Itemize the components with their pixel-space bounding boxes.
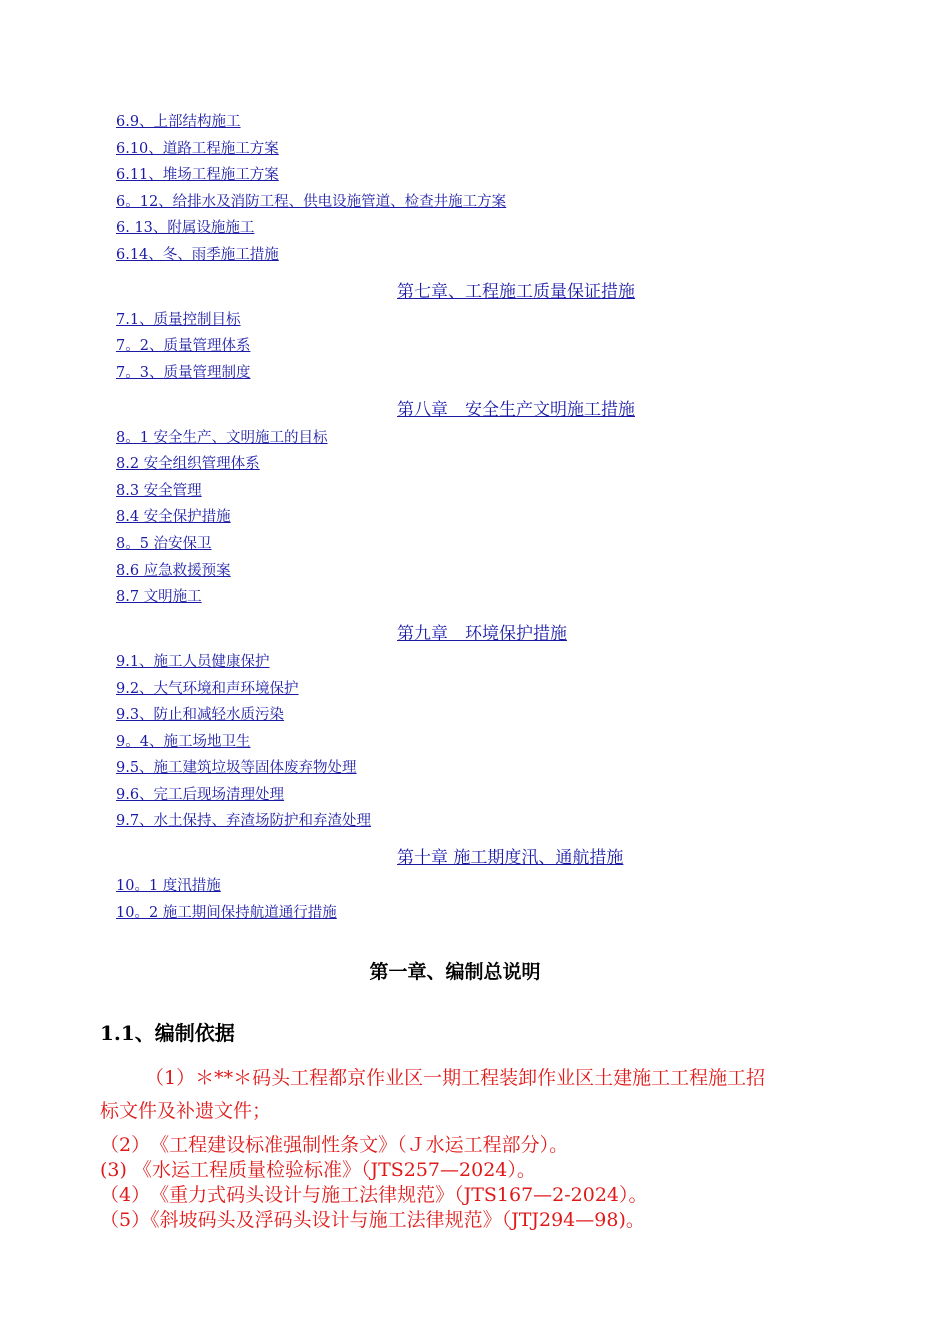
toc-link-7-2[interactable]: 7。2、质量管理体系 (116, 338, 251, 354)
chapter-1-title: 第一章、编制总说明 (369, 961, 541, 983)
toc-link-8-3[interactable]: 8.3 安全管理 (116, 483, 202, 499)
basis-item-5: （5）《斜坡码头及浮码头设计与施工法律规范》（JTJ294—98)。 (100, 1209, 645, 1231)
toc-link-6-11[interactable]: 6.11、堆场工程施工方案 (116, 167, 279, 183)
basis-item-2: （2） 《工程建设标准强制性条文》（Ｊ水运工程部分）。 (100, 1134, 569, 1156)
toc-chapter-7[interactable]: 第七章、工程施工质量保证措施 (397, 282, 635, 302)
toc-link-9-1[interactable]: 9.1、施工人员健康保护 (116, 654, 270, 670)
basis-item-1-line-1: （1）＊**＊码头工程都京作业区一期工程装卸作业区土建施工工程施工招 (145, 1067, 766, 1089)
toc-link-9-3[interactable]: 9.3、防止和减轻水质污染 (116, 707, 285, 723)
toc-link-8-7[interactable]: 8.7 文明施工 (116, 589, 202, 605)
basis-item-1-line-2: 标文件及补遗文件； (100, 1100, 272, 1122)
basis-item-4: （4） 《重力式码头设计与施工法律规范》（JTS167—2-2024）。 (100, 1184, 648, 1206)
toc-link-9-5[interactable]: 9.5、施工建筑垃圾等固体废弃物处理 (116, 760, 357, 776)
toc-link-8-5[interactable]: 8。5 治安保卫 (116, 536, 212, 552)
toc-link-10-1[interactable]: 10。1 度汛措施 (116, 878, 221, 894)
toc-link-9-2[interactable]: 9.2、大气环境和声环境保护 (116, 681, 299, 697)
toc-chapter-10[interactable]: 第十章 施工期度汛、通航措施 (397, 848, 624, 868)
toc-link-7-3[interactable]: 7。3、质量管理制度 (116, 365, 251, 381)
toc-chapter-9[interactable]: 第九章 环境保护措施 (397, 624, 567, 644)
toc-link-10-2[interactable]: 10。2 施工期间保持航道通行措施 (116, 905, 337, 921)
toc-link-9-7[interactable]: 9.7、水土保持、弃渣场防护和弃渣处理 (116, 813, 372, 829)
toc-link-8-4[interactable]: 8.4 安全保护措施 (116, 509, 231, 525)
toc-link-9-4[interactable]: 9。4、施工场地卫生 (116, 734, 251, 750)
toc-link-8-1[interactable]: 8。1 安全生产、文明施工的目标 (116, 430, 328, 446)
toc-link-6-9[interactable]: 6.9、上部结构施工 (116, 114, 241, 130)
toc-link-8-2[interactable]: 8.2 安全组织管理体系 (116, 456, 260, 472)
toc-link-6-10[interactable]: 6.10、道路工程施工方案 (116, 141, 279, 157)
basis-item-3: (3) 《水运工程质量检验标准》（JTS257—2024）。 (100, 1159, 536, 1181)
toc-link-8-6[interactable]: 8.6 应急救援预案 (116, 563, 231, 579)
toc-link-6-13[interactable]: 6. 13、附属设施施工 (116, 220, 255, 236)
toc-chapter-8[interactable]: 第八章 安全生产文明施工措施 (397, 400, 635, 420)
toc-link-6-12[interactable]: 6。12、给排水及消防工程、供电设施管道、检查井施工方案 (116, 194, 507, 210)
section-1-1-heading: 1.1、编制依据 (100, 1021, 235, 1045)
toc-link-6-14[interactable]: 6.14、冬、雨季施工措施 (116, 247, 279, 263)
toc-link-7-1[interactable]: 7.1、质量控制目标 (116, 312, 241, 328)
toc-link-9-6[interactable]: 9.6、完工后现场清理处理 (116, 787, 285, 803)
